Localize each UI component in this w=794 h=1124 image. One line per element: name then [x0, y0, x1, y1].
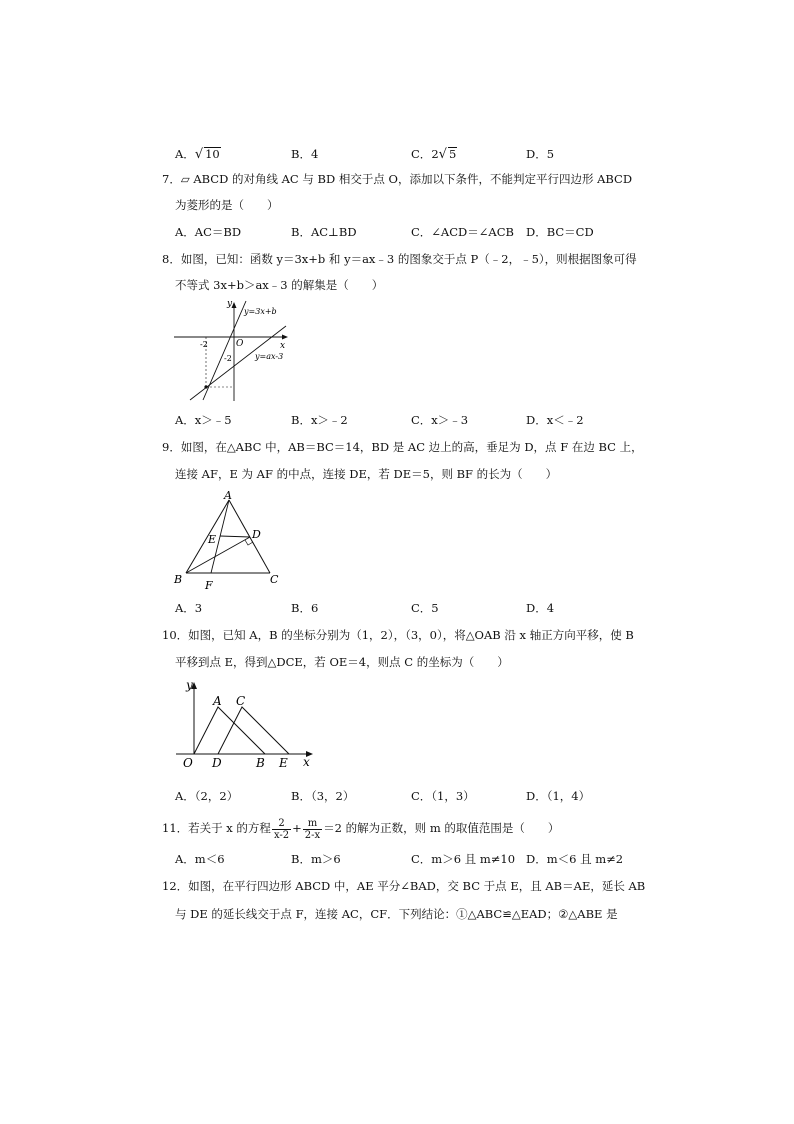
q10-x-label: x [303, 755, 310, 769]
q9-label-b: B [174, 573, 183, 586]
q9-option-d: D．4 [526, 601, 555, 615]
q8-option-a: A．x＞﹣5 [175, 413, 232, 427]
q8-option-d: D．x＜﹣2 [526, 413, 584, 427]
q8-text-line1: 8．如图，已知：函数 y＝3x+b 和 y＝ax﹣3 的图象交于点 P（﹣2，﹣5），则根据图象可得 [162, 252, 637, 266]
q8-point-p [204, 385, 207, 388]
q8-origin-label: O [236, 339, 244, 349]
q10-label-d: D [212, 756, 222, 770]
q11-option-d: D．m＜6 且 m≠2 [526, 852, 624, 866]
q9-label-a: A [224, 489, 232, 502]
q10-text-line2: 平移到点 E，得到△DCE，若 OE＝4，则点 C 的坐标为（ ） [175, 655, 509, 669]
q10-option-c: C．（1，3） [411, 789, 475, 803]
q11-suffix: ＝2 的解为正数，则 m 的取值范围是（ ） [323, 821, 560, 835]
q10-triangle-dce [218, 707, 289, 754]
q8-graph-figure [170, 297, 295, 405]
q9-label-d: D [252, 528, 261, 541]
q10-label-o: O [183, 756, 193, 770]
q7-option-a: A．AC＝BD [175, 225, 242, 239]
q10-y-label: y [186, 678, 193, 692]
q8-y-label: y [227, 299, 233, 309]
q10-option-a: A．（2，2） [175, 789, 239, 803]
q11-option-c: C．m＞6 且 m≠10 [411, 852, 516, 866]
q8-y-arrow [232, 302, 237, 308]
q6-option-d: D．5 [526, 147, 555, 161]
q12-text-line1: 12．如图，在平行四边形 ABCD 中，AE 平分∠BAD，交 BC 于点 E，且 AB＝AE，延长 AB [162, 879, 646, 893]
q9-segment-bd [186, 537, 250, 573]
q10-label-a: A [213, 694, 222, 708]
q10-label-c: C [236, 694, 246, 708]
q11-option-b: B．m＞6 [291, 852, 341, 866]
q7-text-line1: 7．▱ ABCD 的对角线 AC 与 BD 相交于点 O，添加以下条件，不能判定平行四边形 ABCD [162, 172, 633, 186]
q10-label-b: B [256, 756, 265, 770]
q9-segment-de [220, 536, 250, 537]
q8-tick-x-label: -2 [200, 340, 208, 349]
q6-option-b: B．4 [291, 147, 319, 161]
q7-option-c: C．∠ACD＝∠ACB [411, 225, 514, 239]
q8-line2-label: y=ax-3 [255, 352, 284, 361]
q8-tick-y-label: -2 [224, 354, 232, 363]
q9-triangle-figure [170, 488, 285, 593]
q10-coordinate-figure [170, 675, 320, 775]
q11-fraction-1: $\frac{2}{x-2}$ [273, 817, 290, 841]
q9-option-c: C．5 [411, 601, 439, 615]
q9-option-b: B．6 [291, 601, 319, 615]
q11-option-a: A．m＜6 [175, 852, 225, 866]
q8-x-label: x [280, 341, 286, 351]
q9-text-line2: 连接 AF，E 为 AF 的中点，连接 DE，若 DE＝5，则 BF 的长为（ ） [175, 467, 558, 481]
q8-text-line2: 不等式 3x+b＞ax﹣3 的解集是（ ） [175, 278, 384, 292]
q9-label-c: C [270, 573, 279, 586]
q7-text-line2: 为菱形的是（ ） [175, 198, 279, 212]
q11-fraction-2: $\frac{m}{2-x}$ [304, 817, 321, 841]
q7-option-d: D．BC＝CD [526, 225, 594, 239]
q11-plus: + [292, 821, 302, 835]
q9-label-e: E [208, 533, 217, 546]
q10-option-b: B．（3，2） [291, 789, 355, 803]
q12-text-line2: 与 DE 的延长线交于点 F，连接 AC，CF．下列结论：①△ABC≌△EAD；②△ABE 是 [175, 907, 618, 921]
q8-option-b: B．x＞﹣2 [291, 413, 348, 427]
q11-text-line [162, 815, 559, 841]
q6-option-c: C．2√ 5 [411, 147, 457, 162]
q10-text-line1: 10．如图，已知 A，B 的坐标分别为（1，2），（3，0），将△OAB 沿 x 轴正方向平移，使 B [162, 628, 634, 642]
q10-label-e: E [279, 756, 288, 770]
q8-x-arrow [282, 335, 288, 340]
q7-option-b: B．AC⊥BD [291, 225, 357, 239]
q6-option-a: A．√ 10 [175, 147, 220, 162]
q8-line1-label: y=3x+b [244, 307, 277, 316]
q9-option-a: A．3 [175, 601, 203, 615]
q8-option-c: C．x＞﹣3 [411, 413, 469, 427]
q9-label-f: F [205, 579, 213, 592]
q10-option-d: D．（1，4） [526, 789, 591, 803]
q9-text-line1: 9．如图，在△ABC 中，AB＝BC＝14，BD 是 AC 边上的高，垂足为 D，点 F 在边 BC 上， [162, 440, 643, 454]
q11-prefix: 11．若关于 x 的方程 [162, 821, 271, 835]
